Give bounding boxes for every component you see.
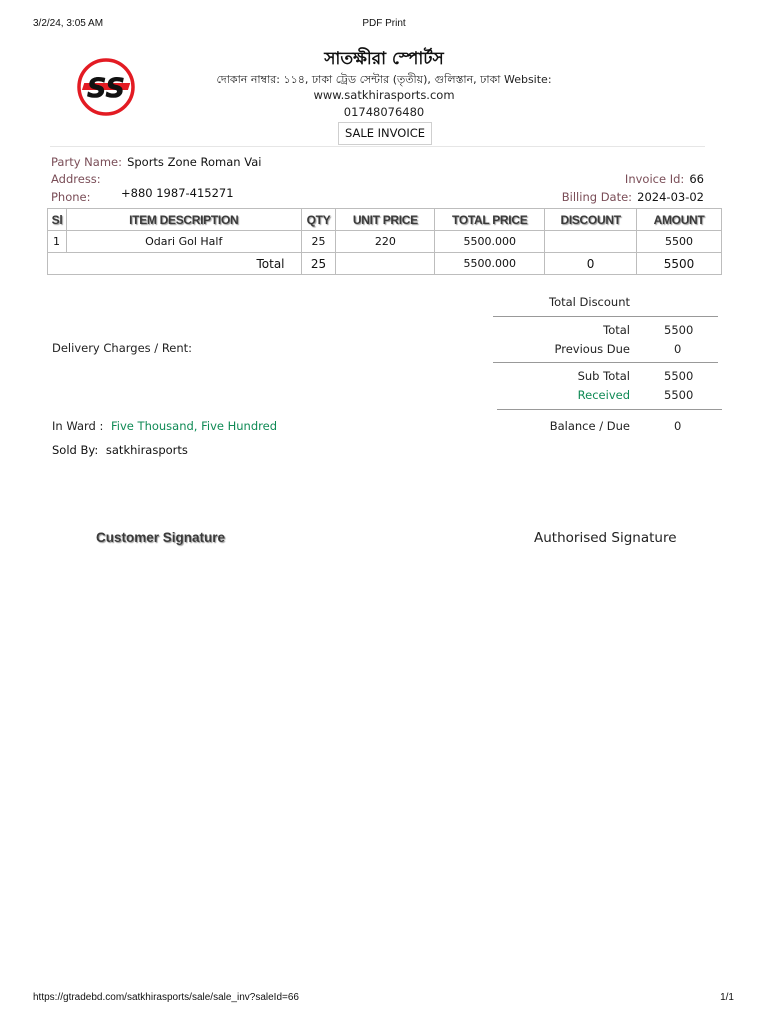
col-header-total-price: TOTAL PRICE [435, 209, 545, 231]
in-word-label: In Ward : [52, 419, 104, 433]
print-footer-url[interactable]: https://gtradebd.com/satkhirasports/sale/sale_inv?saleId=66 [33, 992, 299, 1003]
delivery-charges-label: Delivery Charges / Rent: [52, 341, 193, 355]
summary-divider-3 [497, 409, 722, 410]
col-header-sl: Sl [48, 209, 67, 231]
summary-total-value: 5500 [664, 323, 694, 337]
table-row [48, 231, 722, 253]
customer-signature-label: Customer Signature [96, 530, 226, 545]
total-row-amount: 5500 [637, 253, 722, 275]
cell-sl: 1 [48, 231, 67, 253]
total-row-qty: 25 [301, 253, 336, 275]
table-total-row [48, 253, 722, 275]
billing-date-row [562, 186, 704, 205]
in-word-value: Five Thousand, Five Hundred [111, 419, 278, 433]
col-header-amount: AMOUNT [637, 209, 722, 231]
party-phone-row [51, 186, 91, 205]
shop-address: দোকান নাম্বার: ১১৪, ঢাকা ট্রেড সেন্টার (তৃতীয়), গুলিস্তান, ঢাকা Website: [216, 73, 552, 86]
sub-total-value: 5500 [664, 369, 694, 383]
summary-divider-2 [493, 362, 718, 363]
shop-website[interactable]: www.satkhirasports.com [313, 88, 455, 102]
print-title: PDF Print [362, 18, 406, 29]
col-header-qty: QTY [301, 209, 336, 231]
sold-by-label: Sold By: [52, 443, 99, 457]
total-row-unit-price [336, 253, 435, 275]
invoice-type-badge: SALE INVOICE [338, 122, 432, 145]
col-header-description: ITEM DESCRIPTION [66, 209, 301, 231]
sold-by-value: satkhirasports [105, 443, 188, 457]
total-row-label: Total [48, 253, 302, 275]
cell-amount: 5500 [637, 231, 722, 253]
table-header-row [48, 209, 722, 231]
billing-date-label: Billing Date: [561, 190, 633, 204]
party-phone-label: Phone: [51, 190, 91, 204]
total-discount-label: Total Discount [549, 295, 630, 309]
cell-discount [545, 231, 637, 253]
shop-phone: 01748076480 [343, 105, 425, 119]
print-datetime: 3/2/24, 3:05 AM [33, 18, 104, 29]
received-value: 5500 [664, 388, 694, 402]
cell-total-price: 5500.000 [435, 231, 545, 253]
sold-by-row [52, 443, 188, 457]
invoice-id-row [625, 168, 704, 187]
authorised-signature-label: Authorised Signature [534, 530, 677, 546]
party-address-label: Address: [51, 172, 101, 186]
items-table [47, 208, 722, 275]
billing-date-value: 2024-03-02 [637, 190, 704, 204]
party-name-label: Party Name: [51, 155, 122, 169]
invoice-id-value: 66 [689, 172, 704, 186]
party-phone-value: +880 1987-415271 [121, 186, 234, 200]
party-address-row [51, 168, 101, 187]
cell-description: Odari Gol Half [66, 231, 301, 253]
total-row-total-price: 5500.000 [435, 253, 545, 275]
cell-qty: 25 [301, 231, 336, 253]
header-divider [50, 146, 705, 147]
summary-total-label: Total [603, 323, 630, 337]
party-name-value: Sports Zone Roman Vai [127, 155, 262, 169]
previous-due-value: 0 [674, 342, 682, 356]
total-row-discount: 0 [545, 253, 637, 275]
col-header-unit-price: UNIT PRICE [336, 209, 435, 231]
balance-due-value: 0 [674, 419, 682, 433]
col-header-discount: DISCOUNT [545, 209, 637, 231]
shop-name: সাতক্ষীরা স্পোর্টস [324, 49, 444, 69]
logo-text: SS [87, 73, 125, 104]
received-label: Received [577, 388, 630, 402]
invoice-id-label: Invoice Id: [624, 172, 685, 186]
balance-due-label: Balance / Due [549, 419, 630, 433]
print-footer-page: 1/1 [720, 992, 734, 1003]
cell-unit-price: 220 [336, 231, 435, 253]
in-word-row [52, 419, 277, 433]
summary-divider-1 [493, 316, 718, 317]
sub-total-label: Sub Total [577, 369, 630, 383]
previous-due-label: Previous Due [554, 342, 630, 356]
